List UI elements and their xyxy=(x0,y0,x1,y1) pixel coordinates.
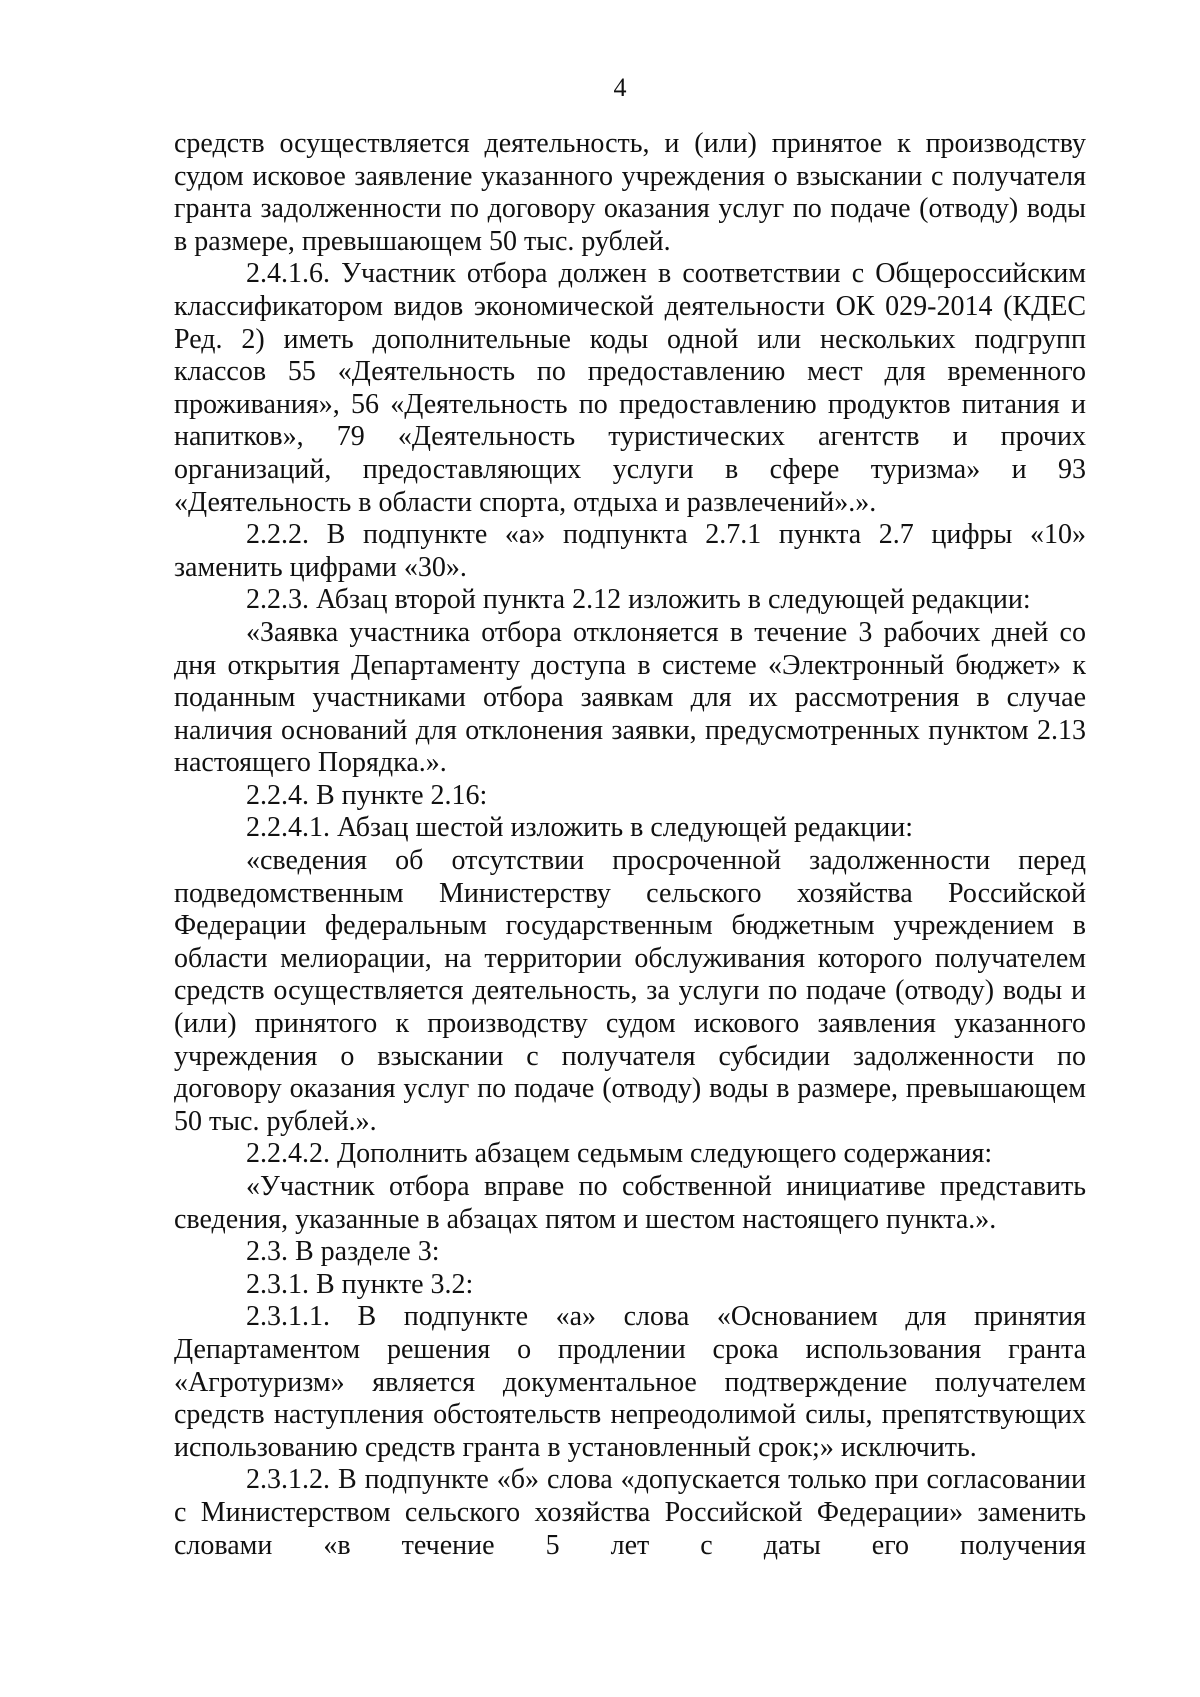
paragraph-2-3: 2.3. В разделе 3: xyxy=(246,1236,440,1268)
paragraph-quoted-application-rejection: «Заявка участника отбора отклоняется в течение 3 рабочих дней со дня открытия Департаменту доступа в системе «Электронный бюджет» к поданным участниками отбора заявкам для их рассмотрения в случае наличия оснований для отклонения заявки, предусмотренных пунктом 2.13 настоящего Порядка.». xyxy=(174,616,1086,779)
paragraph-2-2-4: 2.2.4. В пункте 2.16: xyxy=(246,779,488,811)
paragraph-continuation: средств осуществляется деятельность, и (или) принятое к производству судом исковое заявление указанного учреждения о взыскании с получателя гранта задолженности по договору оказания услуг по подаче (отводу) воды в размере, превышающем 50 тыс. рублей. xyxy=(174,128,1086,257)
paragraph-2-2-2: 2.2.2. В подпункте «а» подпункта 2.7.1 пункта 2.7 цифры «10» заменить цифрами «30». xyxy=(174,519,1086,583)
page-number: 4 xyxy=(613,73,627,102)
paragraph-2-2-3: 2.2.3. Абзац второй пункта 2.12 изложить в следующей редакции: xyxy=(246,584,1031,616)
paragraph-2-2-4-1: 2.2.4.1. Абзац шестой изложить в следующей редакции: xyxy=(246,812,914,844)
document-body xyxy=(174,128,1086,1562)
paragraph-2-3-1: 2.3.1. В пункте 3.2: xyxy=(246,1268,474,1300)
paragraph-2-3-1-2: 2.3.1.2. В подпункте «б» слова «допускается только при согласовании с Министерством сельского хозяйства Российской Федерации» заменить словами «в течение 5 лет с даты его получения xyxy=(174,1464,1086,1561)
paragraph-2-3-1-1: 2.3.1.1. В подпункте «а» слова «Основанием для принятия Департаментом решения о продлении срока использования гранта «Агротуризм» является документальное подтверждение получателем средств наступления обстоятельств непреодолимой силы, препятствующих использованию средств гранта в установленный срок;» исключить. xyxy=(174,1301,1086,1463)
paragraph-quoted-participant-right: «Участник отбора вправе по собственной инициативе представить сведения, указанные в абзацах пятом и шестом настоящего пункта.». xyxy=(174,1171,1086,1235)
paragraph-quoted-debt-information: «сведения об отсутствии просроченной задолженности перед подведомственным Министерству сельского хозяйства Российской Федерации федеральным государственным бюджетным учреждением в области мелиорации, на территории обслуживания которого получателем средств осуществляется деятельность, за услуги по подаче (отводу) воды и (или) принятого к производству судом искового заявления указанного учреждения о взыскании с получателя субсидии задолженности по договору оказания услуг по подаче (отводу) воды в размере, превышающем 50 тыс. рублей.». xyxy=(174,845,1086,1137)
paragraph-2-4-1-6: 2.4.1.6. Участник отбора должен в соответствии с Общероссийским классификатором видов экономической деятельности ОК 029-2014 (КДЕС Ред. 2) иметь дополнительные коды одной или нескольких подгрупп классов 55 «Деятельность по предоставлению мест для временного проживания», 56 «Деятельность по предоставлению продуктов питания и напитков», 79 «Деятельность туристических агентств и прочих организаций, предоставляющих услуги в сфере туризма» и 93 «Деятельность в области спорта, отдыха и развлечений».». xyxy=(174,258,1086,518)
paragraph-2-2-4-2: 2.2.4.2. Дополнить абзацем седьмым следующего содержания: xyxy=(246,1138,993,1170)
